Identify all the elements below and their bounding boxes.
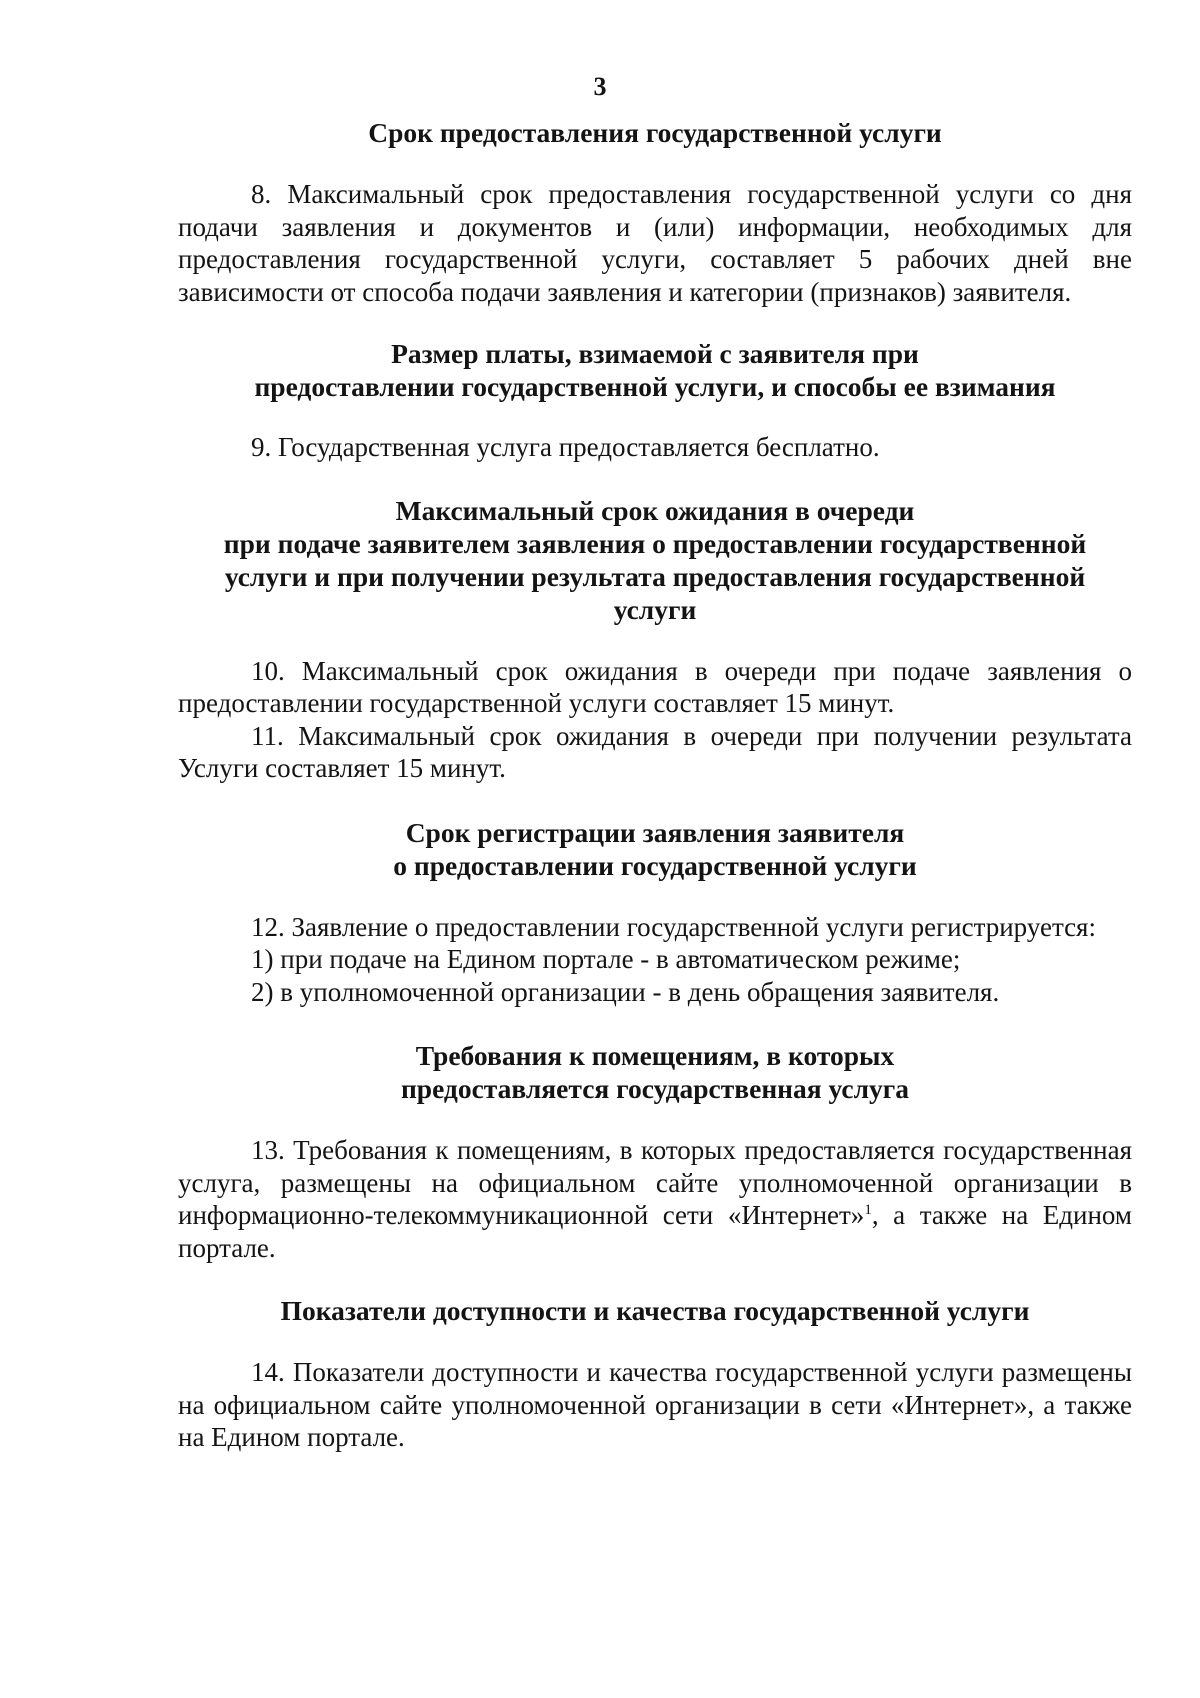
heading-line: предоставлении государственной услуги, и способы ее взимания [254, 371, 1056, 402]
list-item: 1) при подаче на Едином портале - в автоматическом режиме; [251, 944, 961, 974]
footnote-marker: 1 [864, 1202, 872, 1218]
heading-line: Срок регистрации заявления заявителя [405, 816, 905, 848]
paragraph-13-text-end: , а также на Едином портале. [178, 1200, 1132, 1263]
section-heading-queue [178, 494, 1132, 626]
section-heading-quality: Показатели доступности и качества государственной услуги [280, 1295, 1030, 1326]
heading-line: Максимальный срок ожидания в очереди [395, 494, 915, 526]
section-heading-registration [178, 816, 1132, 882]
heading-line: услуги [613, 593, 697, 625]
paragraph-13-text: 13. Требования к помещениям, в которых предоставляется государственная услуга, размещены на официальном сайте уполномоченной организации в информационно-телекоммуникационной сети «Интернет» [178, 1135, 1132, 1230]
section-heading-premises [178, 1039, 1132, 1105]
paragraph-14: 14. Показатели доступности и качества государственной услуги размещены на официальном сайте уполномоченной организации в сети «Интернет», а также на Едином портале. [178, 1357, 1132, 1452]
paragraph-9: 9. Государственная услуга предоставляется бесплатно. [251, 432, 880, 462]
paragraph-12: 12. Заявление о предоставлении государственной услуги регистрируется: [251, 911, 1096, 942]
heading-line: услуги и при получении результата предоставления государственной [224, 560, 1086, 592]
paragraph-11: 11. Максимальный срок ожидания в очереди при получении результата Услуги составляет 15 минут. [178, 720, 1132, 783]
page-number: 3 [593, 72, 607, 101]
document-body [178, 116, 1132, 1454]
paragraph-13 [178, 1134, 1132, 1264]
paragraph-8: 8. Максимальный срок предоставления государственной услуги со дня подачи заявления и документов и (или) информации, необходимых для предоставления государственной услуги, составляет 5 рабочих дней вне зависимости от способа подачи заявления и категории (признаков) заявителя. [178, 179, 1132, 307]
heading-line: о предоставлении государственной услуги [393, 849, 917, 881]
section-heading-term: Срок предоставления государственной услуги [368, 117, 942, 148]
heading-line: Требования к помещениям, в которых [415, 1040, 895, 1071]
heading-line: Размер платы, взимаемой с заявителя при [391, 338, 919, 369]
paragraph-10: 10. Максимальный срок ожидания в очереди при подаче заявления о предоставлении государственной услуги составляет 15 минут. [178, 655, 1132, 718]
section-heading-fee [178, 337, 1132, 403]
list-item: 2) в уполномоченной организации - в день обращения заявителя. [251, 976, 1000, 1007]
heading-line: при подаче заявителем заявления о предоставлении государственной [223, 527, 1087, 559]
heading-line: предоставляется государственная услуга [400, 1073, 910, 1104]
